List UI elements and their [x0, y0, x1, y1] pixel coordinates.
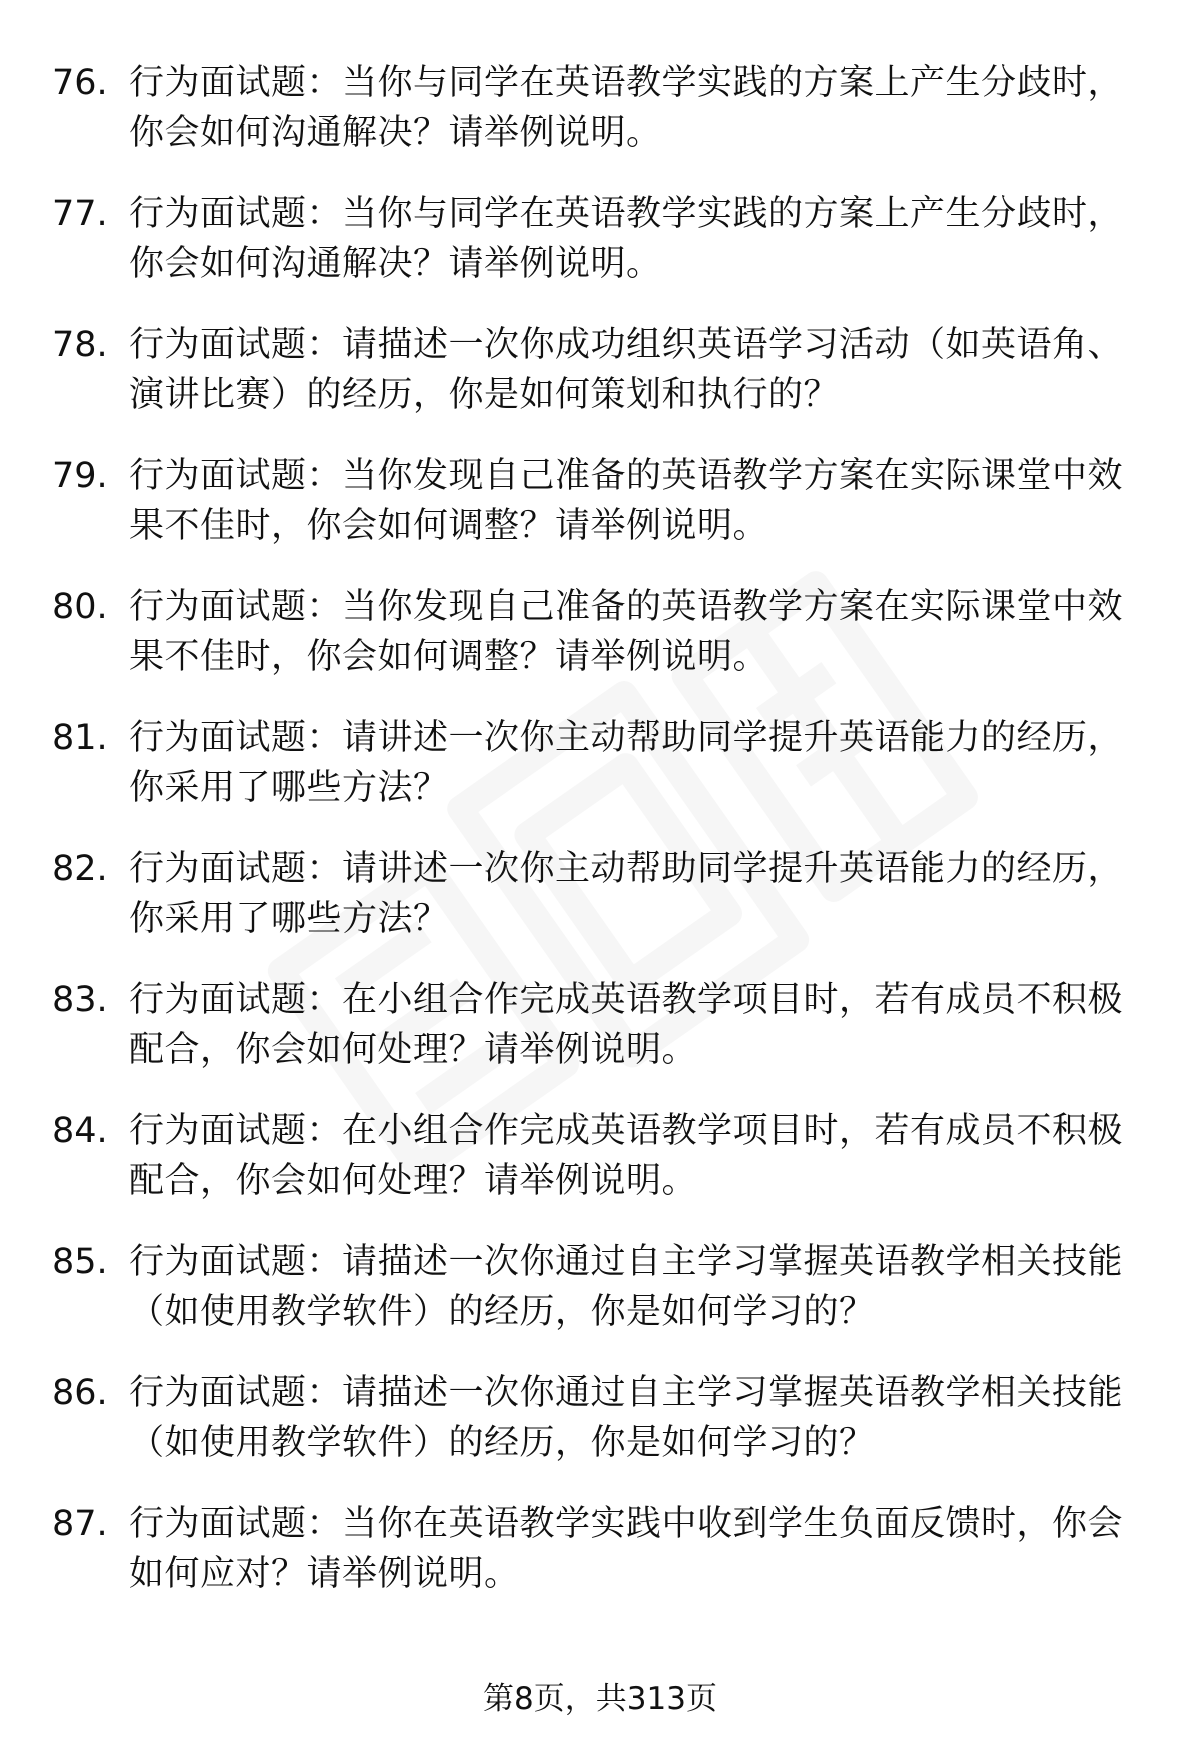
question-number: 82.	[52, 849, 108, 889]
question-number: 81.	[52, 718, 108, 758]
question-item	[0, 844, 1200, 975]
question-line: 如何应对？请举例说明。	[129, 1554, 520, 1594]
question-number: 80.	[52, 587, 108, 627]
question-number: 78.	[52, 325, 108, 365]
question-text	[129, 1499, 1149, 1599]
question-item	[0, 582, 1200, 713]
question-number: 77.	[52, 194, 108, 234]
question-number: 86.	[52, 1373, 108, 1413]
question-text	[129, 189, 1149, 289]
question-text	[129, 320, 1149, 420]
question-text	[129, 975, 1149, 1075]
question-line: 你会如何沟通解决？请举例说明。	[129, 113, 662, 153]
question-item	[0, 975, 1200, 1106]
question-line: 行为面试题：在小组合作完成英语教学项目时，若有成员不积极	[129, 980, 1124, 1020]
question-item	[0, 713, 1200, 844]
question-item	[0, 1368, 1200, 1499]
question-line: 行为面试题：当你在英语教学实践中收到学生负面反馈时，你会	[129, 1504, 1124, 1544]
question-item	[0, 1237, 1200, 1368]
question-line: （如使用教学软件）的经历，你是如何学习的？	[129, 1423, 875, 1463]
question-line: （如使用教学软件）的经历，你是如何学习的？	[129, 1292, 875, 1332]
question-line: 行为面试题：请讲述一次你主动帮助同学提升英语能力的经历，	[129, 849, 1124, 889]
question-line: 你采用了哪些方法？	[129, 768, 449, 808]
question-line: 行为面试题：当你发现自己准备的英语教学方案在实际课堂中效	[129, 456, 1124, 496]
question-text	[129, 451, 1149, 551]
question-line: 行为面试题：请描述一次你通过自主学习掌握英语教学相关技能	[129, 1242, 1124, 1282]
question-number: 84.	[52, 1111, 108, 1151]
question-number: 79.	[52, 456, 108, 496]
question-number: 85.	[52, 1242, 108, 1282]
question-line: 行为面试题：请描述一次你成功组织英语学习活动（如英语角、	[129, 325, 1124, 365]
question-number: 87.	[52, 1504, 108, 1544]
question-text	[129, 1106, 1149, 1206]
question-line: 配合，你会如何处理？请举例说明。	[129, 1030, 698, 1070]
question-number: 83.	[52, 980, 108, 1020]
question-line: 果不佳时，你会如何调整？请举例说明。	[129, 506, 769, 546]
question-item	[0, 1499, 1200, 1630]
question-line: 行为面试题：请描述一次你通过自主学习掌握英语教学相关技能	[129, 1373, 1124, 1413]
page-footer	[0, 1679, 1200, 1719]
question-item	[0, 451, 1200, 582]
question-line: 行为面试题：在小组合作完成英语教学项目时，若有成员不积极	[129, 1111, 1124, 1151]
question-text	[129, 58, 1149, 158]
question-line: 行为面试题：当你发现自己准备的英语教学方案在实际课堂中效	[129, 587, 1124, 627]
question-line: 演讲比赛）的经历，你是如何策划和执行的？	[129, 375, 840, 415]
question-line: 行为面试题：当你与同学在英语教学实践的方案上产生分歧时，	[129, 63, 1124, 103]
page-number-label: 第8页，共313页	[483, 1681, 717, 1717]
question-line: 配合，你会如何处理？请举例说明。	[129, 1161, 698, 1201]
question-item	[0, 58, 1200, 189]
question-line: 行为面试题：请讲述一次你主动帮助同学提升英语能力的经历，	[129, 718, 1124, 758]
question-line: 你采用了哪些方法？	[129, 899, 449, 939]
question-item	[0, 1106, 1200, 1237]
question-item	[0, 189, 1200, 320]
question-text	[129, 1368, 1149, 1468]
question-text	[129, 713, 1149, 813]
question-text	[129, 844, 1149, 944]
question-line: 你会如何沟通解决？请举例说明。	[129, 244, 662, 284]
question-text	[129, 1237, 1149, 1337]
question-line: 果不佳时，你会如何调整？请举例说明。	[129, 637, 769, 677]
question-item	[0, 320, 1200, 451]
question-line: 行为面试题：当你与同学在英语教学实践的方案上产生分歧时，	[129, 194, 1124, 234]
question-list	[0, 58, 1200, 1630]
question-text	[129, 582, 1149, 682]
question-number: 76.	[52, 63, 108, 103]
